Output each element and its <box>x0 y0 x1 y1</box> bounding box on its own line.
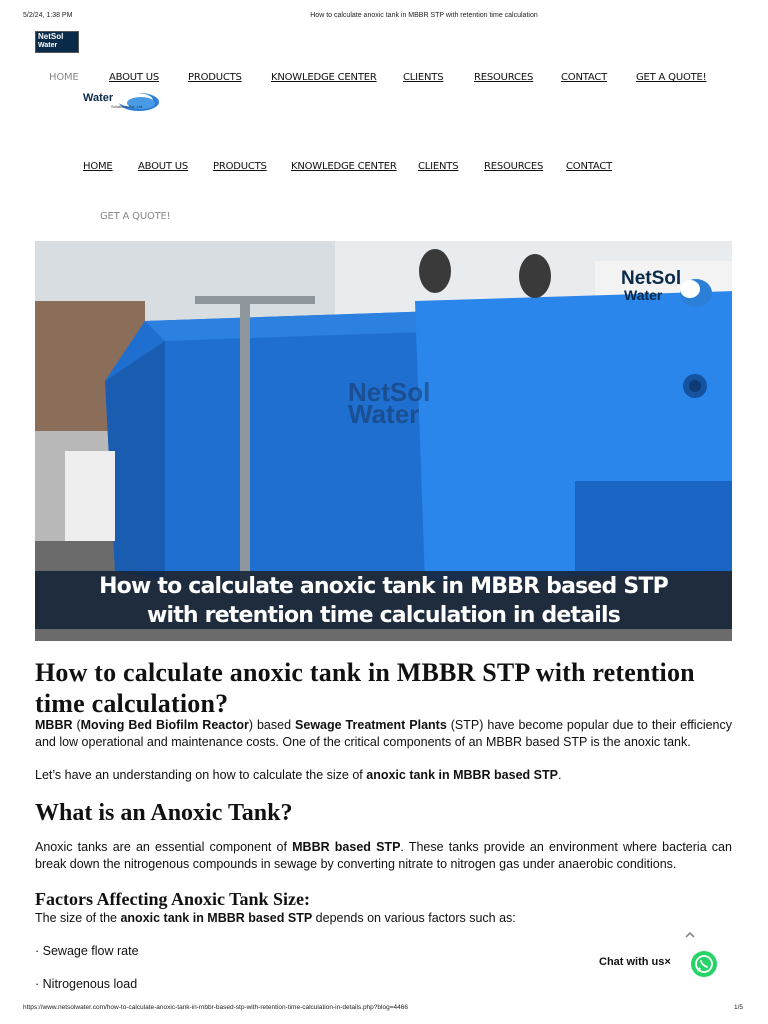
print-datetime: 5/2/24, 1:38 PM <box>23 12 73 19</box>
chat-label: Chat with us <box>599 956 665 968</box>
term-mbbr: MBBR <box>35 718 73 732</box>
hero-brand-logo <box>621 268 682 303</box>
hero-caption-line1: How to calculate anoxic tank in MBBR based STP <box>99 574 668 599</box>
intro-paragraph <box>35 717 732 751</box>
watermark-line1: NetSol <box>348 377 431 407</box>
factor-item: · Nitrogenous load <box>35 977 138 991</box>
intro-text-b: ) based <box>248 718 296 732</box>
hero-caption-line2: with retention time calculation in details <box>146 603 621 628</box>
intro-text-c: (STP) have become popular due to their efficiency and low operational and maintenance costs. One of the critical components of an MBBR based STP is the anoxic tank. <box>35 718 732 749</box>
term-moving-bed: Moving Bed Biofilm Reactor <box>80 718 249 732</box>
nav-top-quote[interactable]: GET A QUOTE! <box>636 72 707 83</box>
s2-text-a: The size of the <box>35 911 121 925</box>
hero-caption <box>35 571 732 630</box>
intro2-paragraph <box>35 767 732 784</box>
intro-text-a: ( <box>72 718 81 732</box>
s1-text-b: . These tanks provide an environment where bacteria can break down the nitrogenous compounds in sewage by converting nitrate to nitrogen gas under anaerobic conditions. <box>35 840 732 871</box>
intro2-text-b: . <box>557 768 562 782</box>
nav-second-quote[interactable]: GET A QUOTE! <box>100 211 171 222</box>
logo-tag: Solutions Pvt. Ltd. <box>111 104 144 109</box>
nav-top-clients[interactable]: CLIENTS <box>403 72 444 83</box>
nav-top-contact[interactable]: CONTACT <box>561 72 608 83</box>
logo-partial-text: Water <box>83 92 114 104</box>
partial-logo <box>83 90 163 114</box>
scroll-top-button[interactable] <box>683 928 697 940</box>
section2-paragraph <box>35 910 732 927</box>
brand-drop-icon <box>678 271 714 311</box>
term-anoxic-tank-2: anoxic tank in MBBR based STP <box>120 911 313 925</box>
whatsapp-button[interactable] <box>691 951 717 977</box>
whatsapp-icon <box>691 951 717 977</box>
s2-text-b: depends on various factors such as: <box>312 911 516 925</box>
logo-line1: NetSol <box>38 32 64 41</box>
factor-item: · Sewage flow rate <box>35 944 139 958</box>
nav-top-about[interactable]: ABOUT US <box>109 72 160 83</box>
article-title: How to calculate anoxic tank in MBBR STP with retention time calculation? <box>35 658 695 718</box>
print-footer-page: 1/5 <box>734 1004 744 1011</box>
hero-image <box>35 241 732 641</box>
chat-widget[interactable] <box>599 956 671 968</box>
hero-caption-band <box>35 571 732 629</box>
term-stp: Sewage Treatment Plants <box>295 718 447 732</box>
section-heading-anoxic: What is an Anoxic Tank? <box>35 800 293 826</box>
intro2-text-a: Let’s have an understanding on how to calculate the size of <box>35 768 367 782</box>
nav-top-home[interactable]: HOME <box>49 72 79 83</box>
hero-brand-line1: NetSol <box>621 268 682 289</box>
nav-top-products[interactable]: PRODUCTS <box>188 72 242 83</box>
section-heading-factors: Factors Affecting Anoxic Tank Size: <box>35 889 310 909</box>
site-logo[interactable] <box>35 31 79 53</box>
nav-second-products[interactable]: PRODUCTS <box>213 161 267 172</box>
nav-second-about[interactable]: ABOUT US <box>138 161 189 172</box>
nav-top-resources[interactable]: RESOURCES <box>474 72 534 83</box>
nav-second-resources[interactable]: RESOURCES <box>484 161 544 172</box>
print-footer-url: https://www.netsolwater.com/how-to-calculate-anoxic-tank-in-mbbr-based-stp-with-retention-time-calculation-in-details.php?blog=4466 <box>23 1004 408 1011</box>
hero-watermark <box>348 377 431 429</box>
nav-second-knowledge[interactable]: KNOWLEDGE CENTER <box>291 161 397 172</box>
nav-top-knowledge[interactable]: KNOWLEDGE CENTER <box>271 72 377 83</box>
chat-close-button[interactable]: × <box>664 956 671 968</box>
watermark-line2: Water <box>348 399 420 429</box>
nav-second-home[interactable]: HOME <box>83 161 113 172</box>
chevron-up-icon <box>683 929 697 941</box>
nav-second-clients[interactable]: CLIENTS <box>418 161 459 172</box>
term-anoxic-tank: anoxic tank in MBBR based STP <box>366 768 558 782</box>
print-page-title: How to calculate anoxic tank in MBBR STP with retention time calculation <box>310 12 538 19</box>
section1-paragraph <box>35 839 732 873</box>
s1-text-a: Anoxic tanks are an essential component of <box>35 840 293 854</box>
hero-brand-line2: Water <box>624 287 663 303</box>
term-mbbr-stp: MBBR based STP <box>292 840 401 854</box>
logo-line2: Water <box>38 42 58 49</box>
nav-second-contact[interactable]: CONTACT <box>566 161 613 172</box>
